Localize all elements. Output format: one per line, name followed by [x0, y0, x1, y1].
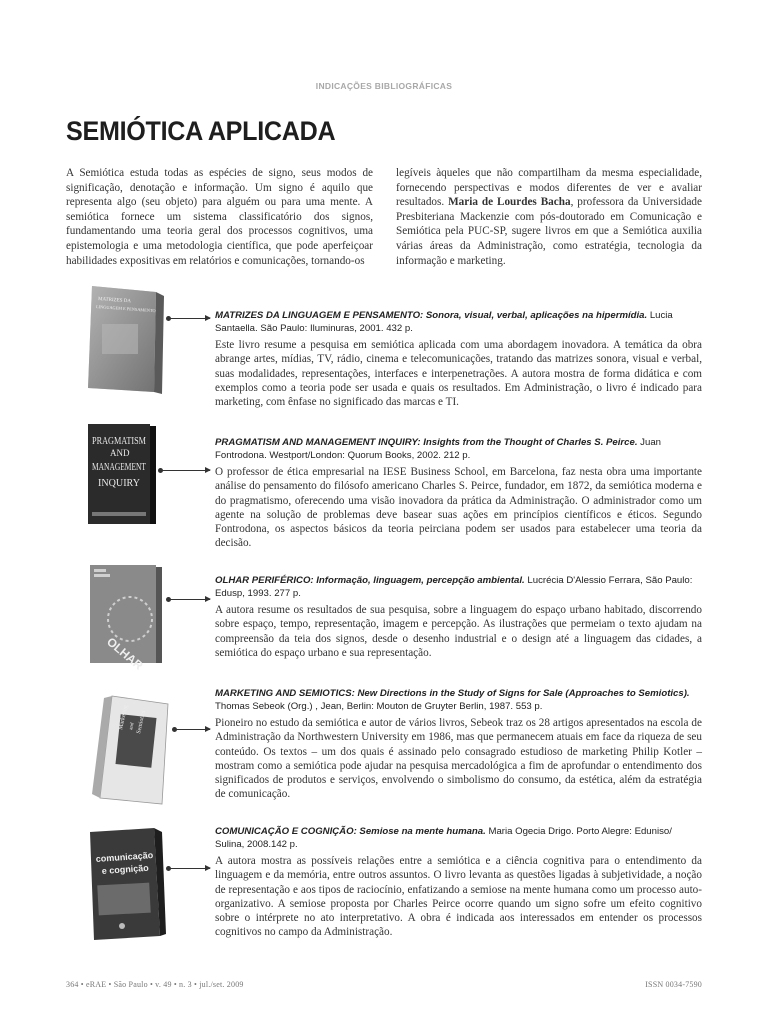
book-entry-2 [215, 436, 702, 551]
connector-arrow-3 [168, 599, 210, 600]
connector-arrow-5 [168, 868, 210, 869]
book-entry-1-heading [215, 309, 702, 335]
intro-text-b: , professora da Universidade Presbiteriana Mackenzie com pós-doutorado em Comunicação e Semiótica pela PUC-SP, sugere livros em que a Semiótica auxilia várias áreas da Administração, como estratégia, tecnologia da informação e marketing. [396, 196, 702, 267]
book-entry-4-ref: Thomas Sebeok (Org.) , Jean, Berlin: Mouton de Gruyter Berlin, 1987. 553 p. [215, 701, 543, 712]
connector-arrow-4 [174, 729, 210, 730]
book-cover-3-text: OLHAR [104, 634, 146, 673]
book-entry-1-description: Este livro resume a pesquisa em semiótica aplicada com uma abordagem inovadora. A temática da obra abrange artes, mídias, TV, rádio, cinema e telecomunicações, tratando das matrizes sonora, visual e verbal, suas modalidades, representações, interfaces e interpenetrações. A autora mostra de forma didática e com exemplos como a teoria pode ser usada e quais os resultados. Em Administração, o livro é indicado para marketing, com ênfase no significado das marcas e TI. [215, 339, 702, 409]
book-cover-2-text-2: AND [110, 448, 130, 458]
intro-author: Maria de Lourdes Bacha [448, 196, 571, 209]
book-cover-4-text-1: Marketing [118, 704, 130, 731]
section-label: INDICAÇÕES BIBLIOGRÁFICAS [315, 81, 453, 91]
page-title: SEMIÓTICA APLICADA [66, 116, 336, 146]
book-cover-1-text-1: MATRIZES DA [97, 297, 132, 305]
book-entry-4 [215, 687, 702, 802]
book-entry-2-title: PRAGMATISM AND MANAGEMENT INQUIRY: Insights from the Thought of Charles S. Peirce. [215, 437, 638, 448]
book-entry-3 [215, 574, 702, 660]
book-entry-5-description: A autora mostra as possíveis relações entre a semiótica e a ciência cognitiva para o entendimento da linguagem e da memória, entre outros assuntos. O livro levanta as questões ligadas à subjetividade, a noção de representação e aos tipos de raciocínio, enfatizando a semiose na mente humana como um processo auto-organizativo. A semiose proposta por Charles Peirce ocorre quando um signo sofre um efeito cognitivo sobre o intérprete no ato interpretativo. A obra é indicada aos interessados em entender os processos cognitivos no campo da Administração. [215, 855, 702, 939]
book-cover-2-text-3: MANAGEMENT [92, 461, 147, 473]
book-entry-3-description: A autora resume os resultados de sua pesquisa, sobre a linguagem do espaço urbano habitado, discorrendo sobre espaço, tempo, representação, imagem e percepção. As ilustrações que permeiam o texto ajudam na compreensão da teia dos signos, desde o desenho industrial e o design até a linguagem das cidades, a semiótica do espaço urbano e sua representação. [215, 604, 702, 659]
book-entry-4-description: Pioneiro no estudo da semiótica e autor de vários livros, Sebeok traz os 28 artigos apresentados na escola de Administração da Northwestern University em 1986, mas que permanecem atuais em face da riqueza de seu conteúdo. Os textos – um dos quais é assinado pelo consagrado estudioso de marketing Philip Kotler – mostram como a semiótica pode ajudar na pesquisa mercadológica a fim de aprofundar o entendimento dos significados de produtos e serviços, envolvendo o simbolismo do consumo, da estética, além da estratégia de comunicação. [215, 717, 702, 801]
intro-column-2 [396, 166, 702, 268]
book-cover-2 [86, 422, 158, 528]
book-cover-5 [84, 826, 168, 942]
book-entry-5 [215, 825, 702, 940]
book-entry-1 [215, 309, 702, 409]
book-cover-1 [84, 284, 166, 396]
book-entry-3-title: OLHAR PERIFÉRICO: Informação, linguagem, percepção ambiental. [215, 575, 525, 586]
book-entry-2-heading [215, 436, 702, 462]
book-cover-4 [86, 694, 172, 808]
book-entry-4-title: MARKETING AND SEMIOTICS: New Directions in the Study of Signs for Sale (Approaches to Semiotics). [215, 688, 690, 699]
connector-arrow-2 [160, 470, 210, 471]
book-cover-3 [86, 563, 166, 673]
intro-column-1: A Semiótica estuda todas as espécies de signo, seus modos de significação, denotação e informação. Um signo é aquilo que representa algo (seu objeto) para alguém ou para uma mente. A semiótica fornece um sistema classificatório dos signos, fundamentando uma teoria geral dos processos cognitivos, uma epistemologia e uma metodologia científica, que pode aperfeiçoar habilidades expositivas em relatórios e comunicações, tornando-os [66, 167, 373, 267]
book-entry-4-heading [215, 687, 702, 713]
book-entry-5-title: COMUNICAÇÃO E COGNIÇÃO: Semiose na mente humana. [215, 826, 486, 837]
book-cover-2-text-4: INQUIRY [98, 477, 141, 489]
book-entry-3-heading [215, 574, 702, 600]
book-cover-1-text-2: LINGUAGEM E PENSAMENTO [95, 304, 156, 314]
book-cover-4-text-3: Semiotics [136, 710, 147, 735]
book-entry-1-title: MATRIZES DA LINGUAGEM E PENSAMENTO: Sonora, visual, verbal, aplicações na hipermídia. [215, 310, 648, 321]
book-entry-1-ref: Lucia Santaella. São Paulo: Iluminuras, 2001. 432 p. [215, 310, 673, 334]
book-cover-2-text-1: PRAGMATISM [92, 435, 147, 447]
book-cover-5-text-2: e cognição [101, 862, 150, 876]
book-cover-4-text-2: and [129, 722, 136, 731]
footer-issn: ISSN 0034-7590 [645, 980, 702, 989]
connector-arrow-1 [168, 318, 210, 319]
intro-text-a: legíveis àqueles que não compartilham da mesma especialidade, fornecendo perspectivas e modos diferentes de ver e avaliar resultados. [396, 167, 702, 209]
book-entry-2-description: O professor de ética empresarial na IESE Business School, em Barcelona, faz nesta obra uma importante análise do pensamento do filósofo americano Charles S. Peirce, fundador, em 1872, da semiótica moderna e do pragmatismo, oferecendo uma visão inovadora da prática da Administração. O administrador como um agente na solução de problemas deve basear suas ações em princípios científicos e éticos. Segundo Fontrodona, os aspectos básicos da teoria peirciana podem ser usados para estabelecer uma teoria da decisão. [215, 466, 702, 550]
book-entry-2-ref: Juan Fontrodona. Westport/London: Quorum Books, 2002. 212 p. [215, 437, 661, 461]
book-entry-5-ref: Maria Ogecia Drigo. Porto Alegre: Eduniso/ Sulina, 2008.142 p. [215, 826, 672, 850]
footer-journal-info: 364 • eRAE • São Paulo • v. 49 • n. 3 • jul./set. 2009 [66, 980, 244, 989]
book-cover-5-text-1: comunicação [95, 850, 154, 864]
book-entry-3-ref: Lucrécia D'Alessio Ferrara, São Paulo: Edusp, 1993. 277 p. [215, 575, 693, 599]
book-entry-5-heading [215, 825, 702, 851]
